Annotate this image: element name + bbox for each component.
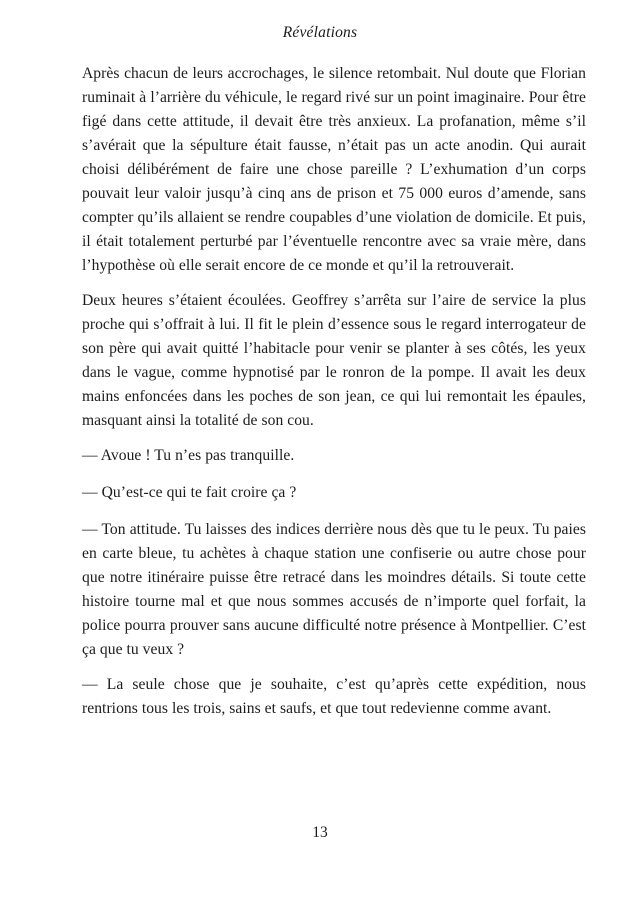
dialogue-line-4: — La seule chose que je souhaite, c’est qu’après cette expédition, nous rentrions tous les trois, sains et saufs, et que tout redevienne comme avant. [82, 676, 586, 717]
body-text [82, 62, 586, 732]
paragraph-narration-2: Deux heures s’étaient écoulées. Geoffrey s’arrêta sur l’aire de service la plus proche qui s’offrait à lui. Il fit le plein d’essence sous le regard interrogateur de son père qui avait quitté l’habitacle pour venir se planter à ses côtés, les yeux dans le vague, comme hypnotisé par le ronron de la pompe. Il avait les deux mains enfoncées dans les poches de son jean, ce qui lui remontait les épaules, masquant ainsi la totalité de son cou. [82, 292, 586, 429]
page-number: 13 [312, 824, 328, 841]
dialogue-line-3: — Ton attitude. Tu laisses des indices derrière nous dès que tu le peux. Tu paies en carte bleue, tu achètes à chaque station une confiserie ou autre chose pour que notre itinéraire puisse être retracé dans les moindres détails. Si toute cette histoire tourne mal et que nous sommes accusés de n’importe quel forfait, la police pourra prouver sans aucune difficulté notre présence à Montpellier. C’est ça que tu veux ? [82, 521, 586, 658]
dialogue-line-1: — Avoue ! Tu n’es pas tranquille. [82, 447, 295, 464]
dialogue-line-2: — Qu’est-ce qui te fait croire ça ? [82, 484, 297, 501]
paragraph-narration-1: Après chacun de leurs accrochages, le silence retombait. Nul doute que Florian ruminait à l’arrière du véhicule, le regard rivé sur un point imaginaire. Pour être figé dans cette attitude, il devait être très anxieux. La profanation, même s’il s’avérait que la sépulture était fausse, n’était pas un acte anodin. Qui aurait choisi délibérément de faire une chose pareille ? L’exhumation d’un corps pouvait leur valoir jusqu’à cinq ans de prison et 75 000 euros d’amende, sans compter qu’ils allaient se rendre coupables d’une violation de domicile. Et puis, il était totalement perturbé par l’éventuelle rencontre avec sa vraie mère, dans l’hypothèse où elle serait encore de ce monde et qu’il la retrouverait. [82, 65, 586, 274]
running-head: Révélations [282, 24, 358, 41]
